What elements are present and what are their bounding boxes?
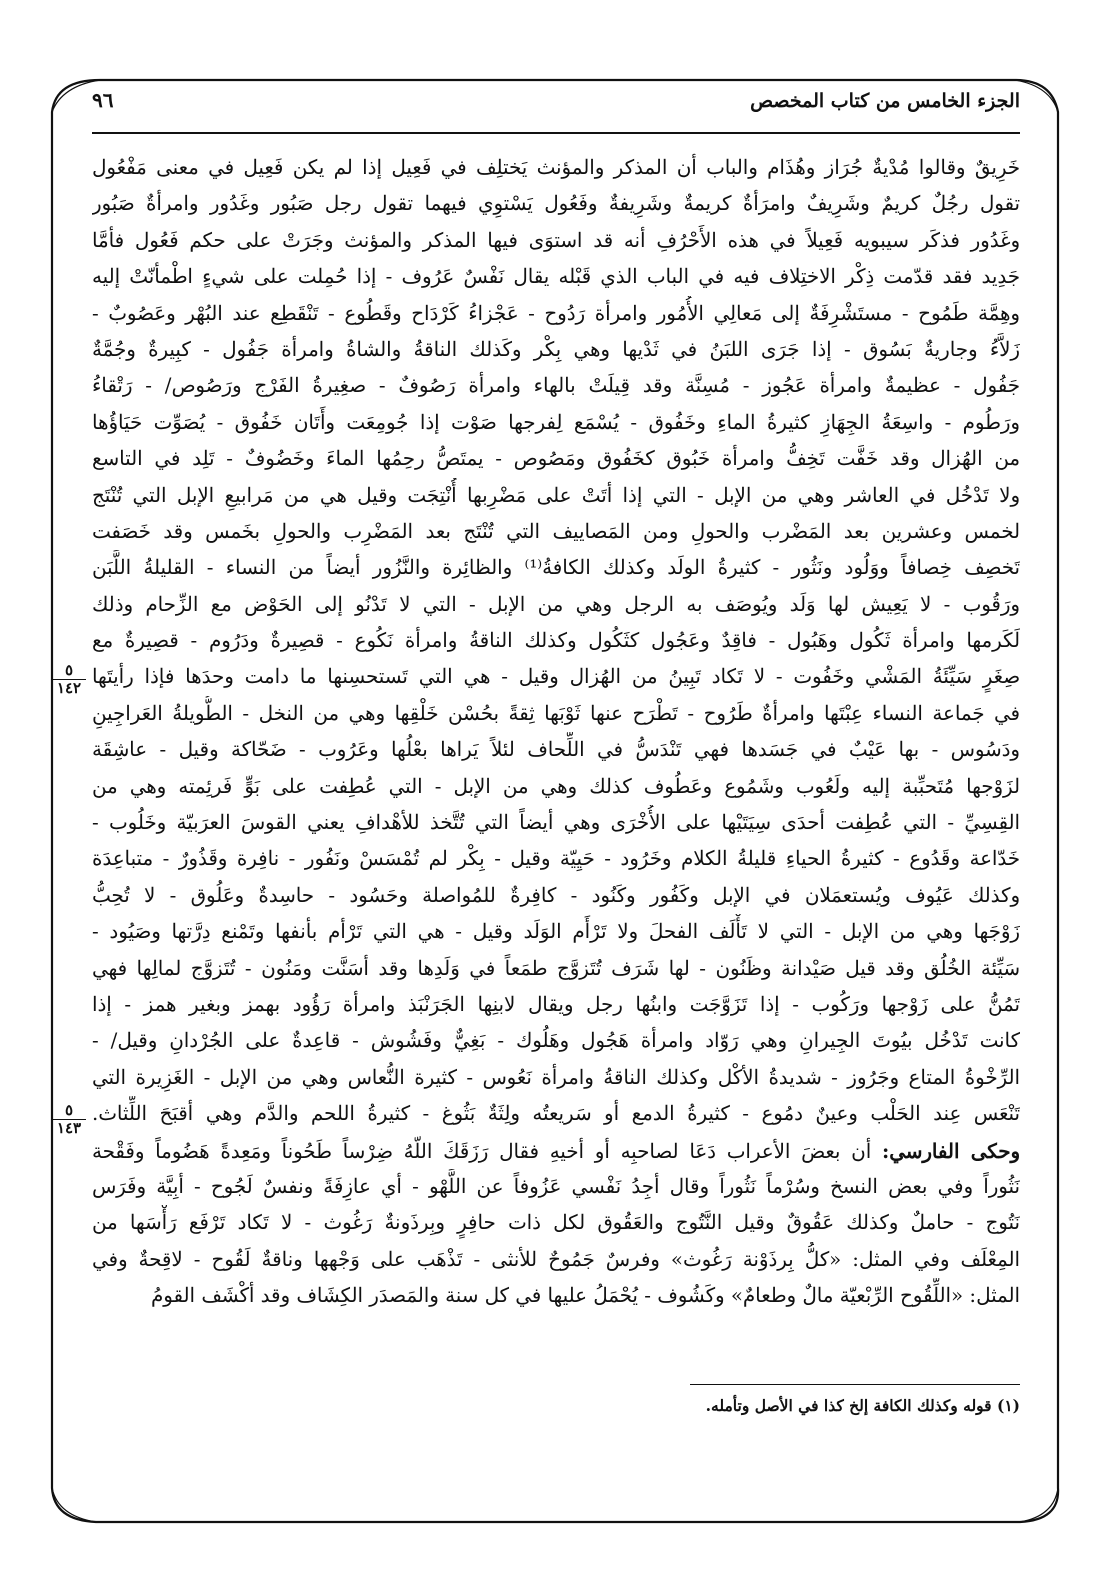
text-line: صِغَرٍ سَيِّئَةُ المَشْي وخَفُوت - لا تَكاد تَبِينُ من الهُزال وقيل - هي التي تَستحسِنها ما دامت وحدَها فإذا رأيتَها — [92, 665, 1020, 689]
margin-page-marker — [52, 1102, 86, 1137]
text-line: ولا تَدْخُل في العاشر وهي من الإبل - التي إذا أتَتْ على مَضْرِبها أُنْتِجَت وقيل هي من مَرابيعِ الإبل التي تُنْتَج — [92, 483, 1020, 507]
text-line: كانت تَدْخُل بيُوتَ الجِيرانِ وهي رَوّاد وامرأة هَجُول وهَلُوك - بَغِيٌّ وفَشُوش - قاعِدةٌ على الجُرْدانِ وقيل/ - — [92, 1029, 1020, 1053]
text-line: المثل: «اللِّقُوح الرِّبْعيّة مالٌ وطعامٌ» وكَشُوف - يُحْمَلُ عليها في كل سنة والمَصدَر الكِشَاف وقد أكْشَف القومُ — [151, 1284, 1020, 1308]
text-line: نَتُوج - حاملٌ وكذلك عَقُوقٌ وقيل النَّتُوج والعَقُوق لكل ذات حافِرٍ وبِرذَونةٌ رَغُوث - لا تَكاد تَرْفَع رَأْسَها من — [92, 1211, 1020, 1235]
margin-marker-page: ١٤٢ — [56, 679, 82, 697]
text-line: جَفُول - عظيمةٌ وامرأة عَجُوز - مُسِنَّة وقد قِيلَتْ بالهاء وامرأة رَصُوفٌ - صغِيرةُ الفَرْج ورَصُوص/ - رَتْقاءُ — [92, 374, 1020, 398]
bold-lead-in: وحكى الفارسي: — [881, 1138, 1020, 1163]
text-line: ورَطُوم - واسِعَةُ الجِهَازِ كثيرةُ الماءِ وخَفُوق - يُسْمَع لِفرجها صَوْت إذا جُومِعَت وأَتَان خَفُوق - يُصَوِّت حَيَاؤُها — [92, 410, 1020, 434]
text-line: القِسِيِّ - التي عُطِفت أحدَى سِيَتَيْها على الأُخْرَى وهي أيضاً التي تُتَّخذ للأهْدافِ يعني القوسَ العرَبيّة وخَلُوب - — [92, 811, 1020, 835]
text-line: وكذلك عَيُوف ويُستعمَلان في الإبل وكَفُور وكَنُود - كافِرةٌ للمُواصلة وحَسُود - حاسِدةٌ وعَلُوق - لا تُحِبُّ — [92, 883, 1020, 907]
margin-marker-volume: ٥ — [52, 1102, 86, 1120]
text-line: خَدّاعة وقَدُوع - كثيرةُ الحياءِ قليلةُ الكلام وخَرُود - حَيِيّة وقيل - بِكْر لم تُمْسَسْ ونَفُور - نافِرة وقَذُورٌ - متباعِدَة — [92, 847, 1020, 871]
footnote: (١) قوله وكذلك الكافة إلخ كذا في الأصل وتأمله. — [705, 1396, 1020, 1415]
text-line: المِعْلَف وفي المثل: «كلُّ بِرذَوْنة رَغُوث» وفرسٌ جَمُوحٌ للأنثى - تَذْهَب على وَجْهها وناقةٌ لَقُوح - لاقِحةٌ وفي — [92, 1247, 1020, 1271]
text-line: لزَوْجها مُتَحبِّبة إليه ولَعُوب وشَمُوع وعَطُوف كذلك وهي من الإبل - التي عُطِفت على بَوٍّ فَرئِمته وهي من — [92, 774, 1020, 798]
text-line: لخمس وعشرين بعد المَضْرب والحولِ ومن المَصاييف التي تُنْتَج بعد المَضْرِب والحولِ بخَمس وقد خَصَفت — [92, 519, 1020, 543]
text-line: لَكَرمها وامرأة ثَكُول وهَبُول - فاقِدٌ وعَجُول كثَكُول وكذلك الناقةُ وامرأة نَكُوع - قصِيرةٌ ودَرُوم - قصِيرةٌ مع — [92, 629, 1020, 653]
text-line: تَمُنُّ على زَوْجها ورَكُوب - إذا تَزَوَّجَت وابنُها رجل ويقال لابنِها الجَرَنْبَذ وامرأة رَؤُود بهمز وبغير همز - إذا — [92, 992, 1020, 1016]
text-line: وغَدُور فذكَر سيبويه فَعِيلاً في هذه الأَحْرُفِ أنه قد استوَى فيها المذكر والمؤنث وجَرَتْ على حكم فَعُول فأمَّا — [92, 228, 1020, 252]
text-line: ودَسُوس - بها عَيْبٌ في جَسَدها فهي تَنْدَسُّ في اللِّحاف لئلاً يَراها بعْلُها وعَرُوب - ضَحّاكة وقيل - عاشِقَة — [92, 738, 1020, 762]
text-line: وحكى الفارسي: أن بعضَ الأعراب دَعَا لصاحبِه أو أخيهِ فقال رَزَقَكَ اللّهُ ضِرْساً طَحُوناً ومَعِدةً هَضُوماً وفَقْحة — [92, 1138, 1020, 1163]
text-line: الرِّخْوةُ المتاع وجَرُوز - شديدةُ الأكْل وكذلك الناقةُ وامرأة نَعُوس - كثيرة النُّعاس وهي من الإبل - الغَزِيرة التي — [92, 1065, 1020, 1089]
frame-corner-br — [1020, 1488, 1058, 1522]
text-line: خَرِيقٌ وقالوا مُدْيةٌ جُرَاز وهُذَام والباب أن المذكر والمؤنث يَختلِف في فَعِيل إذا لم يكن فَعِيل في معنى مَفْعُول — [92, 156, 1020, 179]
text-line: نَثُوراً وفي بعض النسخ وسُرْماً نَثُوراً وقال أجِدُ نَفْسي عَزُوفاً عن اللَّهْو - أي عازِفَةً ونفسٌ لَجُوح - أبِيَّة وفَرَس — [92, 1174, 1020, 1198]
body-text — [92, 150, 1020, 1315]
footnote-divider — [690, 1384, 1020, 1385]
text-line: سَيِّئة الخُلُق وقد قيل صَيْدانة وظَنُون - لها شَرَف تُتَزوَّج طمَعاً في وَلَدِها وقد أسَنَّت ومَنُون - تُتَزوَّج لمالِها فهي — [92, 956, 1020, 980]
margin-marker-volume: ٥ — [52, 662, 86, 680]
text-line: في جَماعة النساء عِبْتَها وامرأةٌ طَرُوح - تَطْرَح عنها ثَوْبَها ثِقةً بحُسْن خَلْقِها وهي من النخل - الطُّويلةُ العَراجِينِ — [92, 701, 1020, 725]
text-line: زَلاَّءُ وجاريةٌ بَسُوق - إذا جَرَى اللبَنُ في ثَدْيها وهي بِكْر وكَذلك الناقةُ والشاةُ وامرأة جَفُول - كبِيرةٌ وجُمَّةٌ — [92, 337, 1020, 361]
text-line: ورَقُوب - لا يَعِيش لها وَلَد ويُوصَف به الرجل وهي من الإبل - التي لا تَدْنُو إلى الحَوْض مع الزِّحام وذلك — [92, 592, 1020, 616]
margin-page-marker — [52, 662, 86, 697]
page-number: ٩٦ — [92, 88, 114, 112]
text-line: زَوْجَها وهي من الإبل - التي لا تَأْلَف الفحلَ ولا تَرْأَم الوَلَد وقيل - هي التي تَرْأم بأنفها وتَمْنع دِرَّتها وصَيُود - — [92, 920, 1020, 944]
text-line: وهِمَّة طَمُوح - مستَشْرِفَةٌ إلى مَعالِي الأُمُور وامرأة رَدُوح - عَجْزاءُ كَرْدَاح وقَطُوع - تَنْقَطِع عند البُهْر وعَصُوبٌ - — [92, 301, 1020, 325]
text-line: تَخصِف خِصافاً ووَلُود ونَثُور - كثيرةُ الولَد وكذلك الكافةُ⁽¹⁾ والظائِرة والنَّزُور أيضاً من النساء - القليلةُ اللَّبَن — [92, 556, 1020, 580]
text-line: جَدِيد فقد قدّمت ذِكْر الاختِلاف فيه في الباب الذي قَبْله يقال نَفْسٌ عَرُوف - إذا حُمِلت على شيءٍ اطْمأنّتْ إليه — [92, 265, 1020, 289]
page-header — [92, 86, 1020, 126]
text-line: من الهُزال وقد خَفَّت تَخِفُّ وامرأة خَبُوق كخَفُوق ومَصُوص - يمتَصُّ رحِمُها الماءَ وخَضُوفٌ - تَلِد في التاسع — [92, 447, 1020, 471]
header-divider — [92, 132, 1020, 134]
margin-marker-page: ١٤٣ — [56, 1119, 82, 1137]
text-line: تقول رجُلٌ كريمٌ وشَرِيفٌ وامرَأةٌ كريمةٌ وشَرِيفةٌ وفَعُول يَسْتوِي فيهما تقول رجل صَبُور وغَدُور وامرأةٌ صَبُور — [92, 192, 1020, 216]
running-title: الجزء الخامس من كتاب المخصص — [750, 90, 1020, 112]
text-line: تَنْعَس عِند الحَلْب وعينٌ دمُوع - كثيرةُ الدمع أو سَريعتُه ولِثَةٌ بَثُوغ - كثيرةُ اللحم والدَّم وهي أقبَحَ اللِّثاث. — [92, 1102, 1020, 1126]
